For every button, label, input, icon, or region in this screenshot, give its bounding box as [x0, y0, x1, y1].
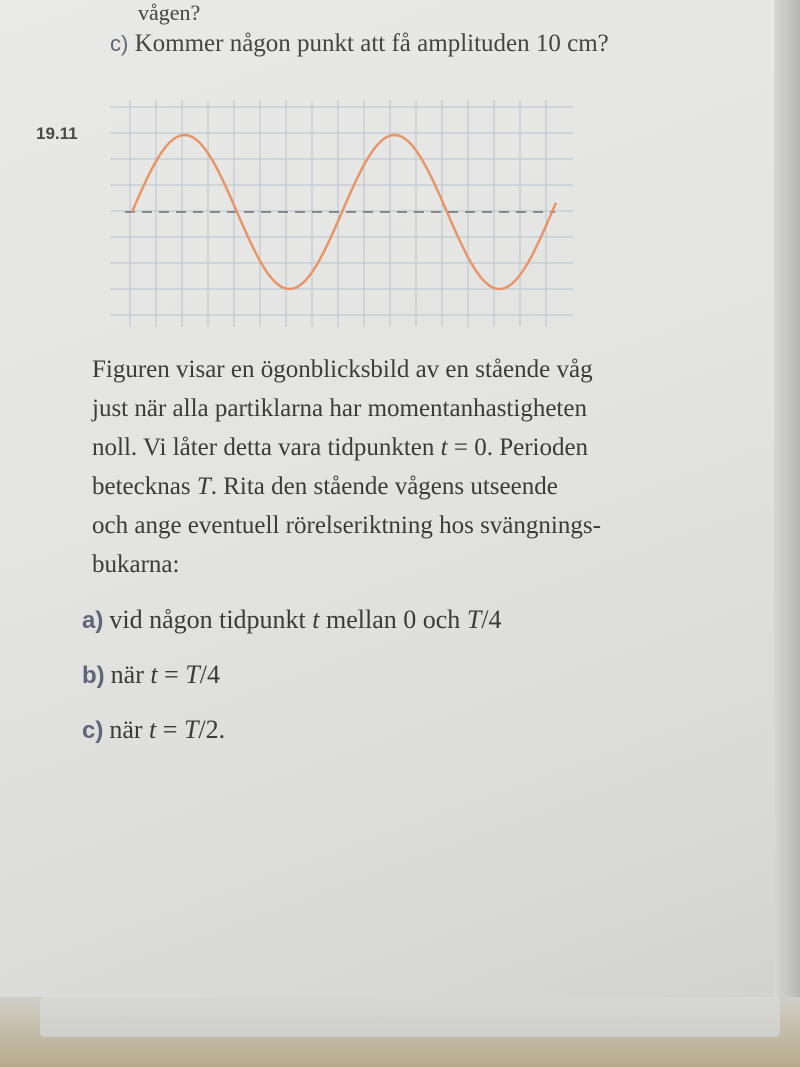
previous-fragment: vågen? [138, 0, 201, 25]
previous-question-c [110, 30, 609, 58]
text-line-3: noll. Vi låter detta vara tidpunkten t = 0. Perioden [92, 434, 589, 461]
problem-number: 19.11 [36, 124, 78, 143]
problem-text [92, 350, 732, 584]
text-line-5: och ange eventuell rörelseriktning hos svängnings- [92, 512, 601, 539]
text-line-4: betecknas T. Rita den stående vågens utseende [92, 473, 558, 500]
standing-wave-figure [105, 92, 580, 332]
variable-T: T [196, 473, 211, 500]
question-text: Kommer någon punkt att få amplituden 10 cm? [134, 30, 609, 57]
subquestion-letter: b) [82, 662, 105, 689]
subquestion-letter: a) [82, 607, 104, 634]
subquestion-c: c) när t = T/2. [82, 715, 226, 744]
subquestion-b: b) när t = T/4 [82, 660, 220, 689]
subquestion-a: a) vid någon tidpunkt t mellan 0 och T/4 [82, 605, 502, 634]
variable-t: t [440, 434, 448, 461]
text-line-2: just när alla partiklarna har momentanhastigheten [92, 395, 587, 422]
subquestion-letter: c) [82, 717, 104, 744]
subquestions [82, 600, 502, 765]
text-line-6: bukarna: [92, 551, 180, 578]
page-bottom-edge [0, 997, 800, 1067]
question-letter: c) [110, 31, 129, 56]
page-edge [774, 0, 800, 1067]
text-line-1: Figuren visar en ögonblicksbild av en stående våg [92, 356, 593, 383]
